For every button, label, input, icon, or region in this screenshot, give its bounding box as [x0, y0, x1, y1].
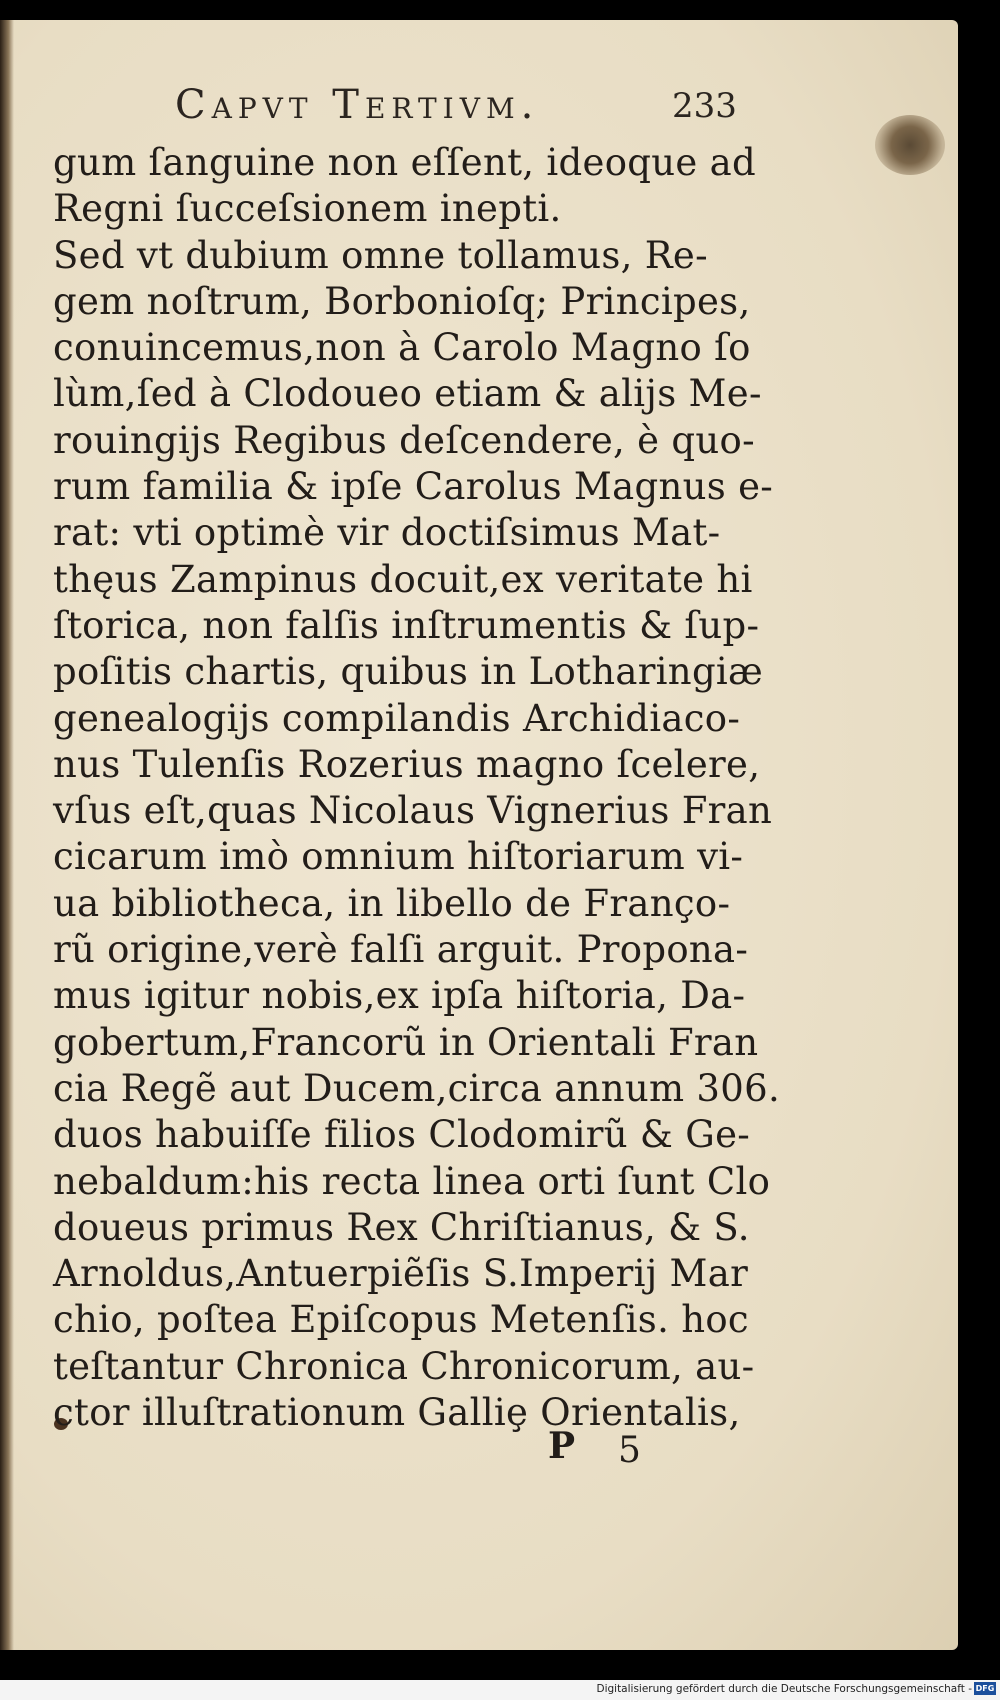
text-line: Sed vt dubium omne tollamus, Re- [53, 233, 708, 277]
body-text [53, 140, 781, 1436]
text-line: genealogijs compilandis Archidiaco- [53, 696, 741, 740]
text-line: poſitis chartis, quibus in Lotharingiæ [53, 650, 764, 694]
text-line: duos habuiſſe filios Clodomirũ & Ge- [53, 1113, 751, 1157]
text-line: nebaldum:his recta linea orti ſunt Clo [53, 1159, 771, 1203]
text-line: cia Regẽ aut Ducem,circa annum 306. [53, 1066, 781, 1110]
text-line: gem noſtrum, Borbonioſq; Principes, [53, 279, 751, 323]
text-line: lùm,ſed à Clodoueo etiam & alijs Me- [53, 372, 762, 416]
text-line: chio, poſtea Epiſcopus Metenſis. hoc [53, 1298, 749, 1342]
text-line: rum familia & ipſe Carolus Magnus e- [53, 465, 774, 509]
text-line: doueus primus Rex Chriſtianus, & S. [53, 1205, 750, 1249]
dfg-logo-icon: DFG [975, 1684, 995, 1693]
text-line: Regni ſucceſsionem inepti. [53, 187, 562, 231]
page-number: 233 [672, 86, 737, 126]
text-line: rat: vti optimè vir doctiſsimus Mat- [53, 511, 721, 555]
signature-mark: P [548, 1425, 576, 1467]
text-line: gum ſanguine non eſſent, ideoque ad [53, 141, 756, 184]
text-line: vſus eſt,quas Nicolaus Vignerius Fran [53, 789, 773, 833]
text-line: cicarum imò omnium hiſtoriarum vi- [53, 835, 744, 879]
signature-number: 5 [618, 1430, 641, 1471]
text-line: rũ origine,verè falſi arguit. Propona- [53, 928, 749, 972]
paper-stain [875, 115, 945, 175]
text-line: Arnoldus,Antuerpiẽſis S.Imperij Mar [53, 1252, 749, 1296]
text-line: ſtorica, non falſis inſtrumentis & ſup- [53, 603, 760, 647]
digitization-credit: Digitalisierung gefördert durch die Deutsche Forschungsgemeinschaft - [596, 1683, 972, 1695]
text-line: thęus Zampinus docuit,ex veritate hi [53, 557, 753, 601]
text-line: conuincemus,non à Carolo Magno ſo [53, 326, 751, 370]
page-gutter-shadow [0, 20, 14, 1650]
text-line: rouingijs Regibus deſcendere, è quo- [53, 418, 755, 462]
text-line: ua bibliotheca, in libello de Franço- [53, 881, 731, 925]
text-line: ctor illuſtrationum Galliȩ Orientalis, [53, 1391, 741, 1435]
text-line: nus Tulenſis Rozerius magno ſcelere, [53, 742, 761, 786]
text-line: mus igitur nobis,ex ipſa hiſtoria, Da- [53, 974, 746, 1018]
running-head: Capvt Tertivm. [175, 82, 540, 128]
text-line: teſtantur Chronica Chronicorum, au- [53, 1344, 755, 1388]
text-line: gobertum,Francorũ in Orientali Fran [53, 1020, 759, 1064]
